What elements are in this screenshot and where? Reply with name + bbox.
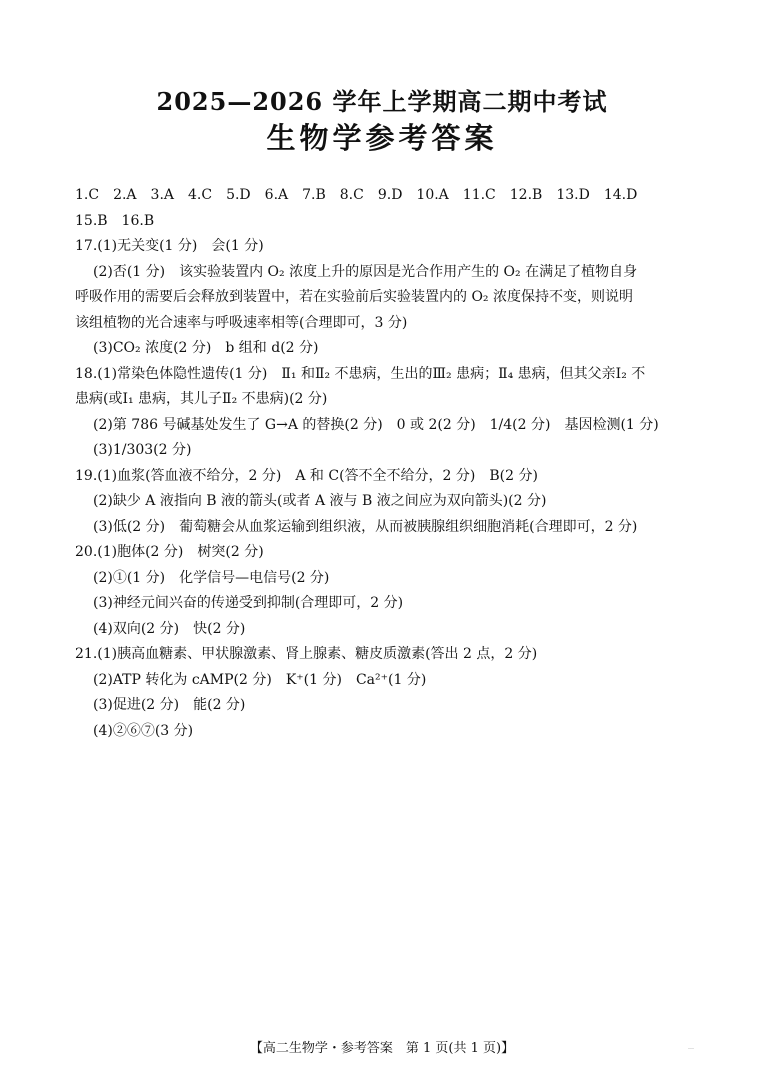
answer-line: 患病(或Ⅰ₁ 患病，其儿子Ⅱ₂ 不患病)(2 分) — [75, 391, 328, 407]
answer-line: (4)双向(2 分) 快(2 分) — [93, 620, 246, 637]
exam-title: 2025—2026 学年上学期高二期中考试 — [156, 87, 608, 116]
answer-line: (3)促进(2 分) 能(2 分) — [93, 697, 246, 713]
answer-line: 19.(1)血浆(答血液不给分，2 分) A 和 C(答不全不给分，2 分) B(2 分) — [75, 467, 538, 484]
answer-line: 21.(1)胰高血糖素、甲状腺激素、肾上腺素、糖皮质激素(答出 2 点，2 分) — [75, 646, 538, 662]
answer-key-title: 生物学参考答案 — [266, 121, 498, 155]
answer-content — [75, 183, 700, 744]
answer-line: (3)CO₂ 浓度(2 分) b 组和 d(2 分) — [93, 340, 319, 356]
answer-line: (2)ATP 转化为 cAMP(2 分) K⁺(1 分) Ca²⁺(1 分) — [93, 671, 427, 688]
answer-line: (2)①(1 分) 化学信号—电信号(2 分) — [93, 569, 330, 586]
answer-line: (3)1/303(2 分) — [93, 442, 192, 458]
answer-line: (2)第 786 号碱基处发生了 G→A 的替换(2 分) 0 或 2(2 分) 1/4(2 分) 基因检测(1 分) — [93, 416, 659, 433]
answer-line: (3)低(2 分) 葡萄糖会从血浆运输到组织液，从而被胰腺组织细胞消耗(合理即可，2 分) — [93, 518, 638, 535]
answer-line: 呼吸作用的需要后会释放到装置中，若在实验前后实验装置内的 O₂ 浓度保持不变，则说明 — [75, 289, 633, 305]
answer-line: (3)神经元间兴奋的传递受到抑制(合理即可，2 分) — [93, 595, 404, 611]
answer-line: 1.C 2.A 3.A 4.C 5.D 6.A 7.B 8.C 9.D 10.A 11.C 12.B 13.D 14.D — [75, 187, 638, 203]
answer-line: (4)②⑥⑦(3 分) — [93, 722, 194, 739]
page-footer: 【高二生物学・参考答案 第 1 页(共 1 页)】 — [249, 1041, 515, 1056]
answer-line: (2)缺少 A 液指向 B 液的箭头(或者 A 液与 B 液之间应为双向箭头)(2 分) — [93, 493, 547, 509]
corner-mark: … — [688, 1044, 694, 1051]
answer-line: 20.(1)胞体(2 分) 树突(2 分) — [75, 544, 264, 560]
answer-line: 17.(1)无关变(1 分) 会(1 分) — [75, 238, 264, 254]
answer-line: (2)否(1 分) 该实验装置内 O₂ 浓度上升的原因是光合作用产生的 O₂ 在满足了植物自身 — [93, 263, 638, 280]
answer-line: 15.B 16.B — [75, 212, 155, 229]
answer-line: 该组植物的光合速率与呼吸速率相等(合理即可，3 分) — [75, 314, 408, 331]
answer-line: 18.(1)常染色体隐性遗传(1 分) Ⅱ₁ 和Ⅱ₂ 不患病，生出的Ⅲ₂ 患病；Ⅱ₄ 患病，但其父亲Ⅰ₂ 不 — [75, 365, 646, 382]
